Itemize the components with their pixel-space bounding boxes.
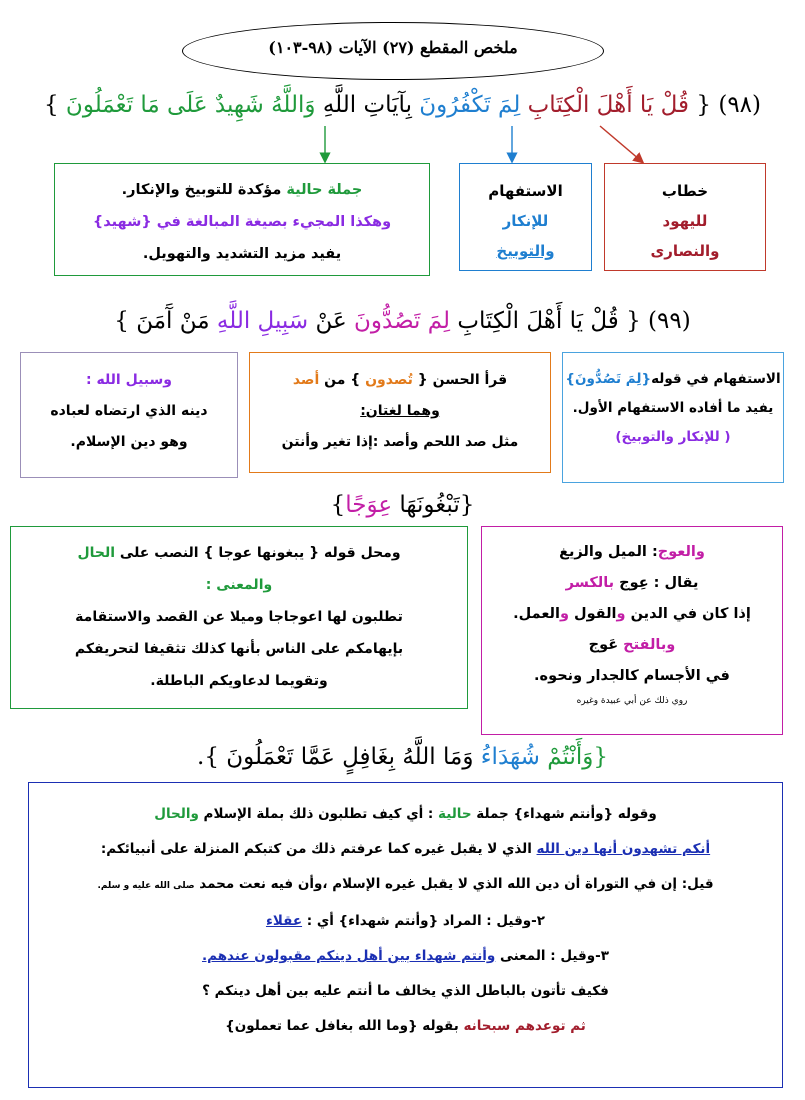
verse-tabghunaha: [20, 492, 785, 518]
qiraa-line3: مثل صد اللحم وأصد :إذا تغير وأنتن: [281, 434, 519, 450]
verse-99-part4: سَبِيلِ اللَّهِ: [216, 308, 309, 334]
mahall-line5: وتقويما لدعاويكم الباطلة.: [150, 673, 328, 689]
final-line5: ٣-وقيل : المعنى وأنتم شهداء بين أهل دينكم مقبولون عندهم.: [201, 948, 609, 964]
verse-99-number: (٩٩): [648, 308, 691, 334]
istifham-line2: للإنكار: [502, 212, 549, 230]
khitab-line1: خطاب: [661, 182, 709, 200]
iwaj-line3: إذا كان في الدين والقول والعمل.: [513, 606, 751, 622]
verse-99-part2: لِمَ تَصُدُّونَ: [354, 308, 451, 334]
istifham2-line2: يفيد ما أفاده الاستفهام الأول.: [572, 400, 774, 416]
istifham-line3: والتوبيخ: [496, 242, 555, 260]
box-istifham-2: [562, 352, 784, 483]
mahall-line4: بإيهامكم على الناس بأنها كذلك تثقيفا لتحريفكم: [74, 641, 404, 657]
verse-antum: [20, 744, 785, 770]
box-khitab: [604, 163, 766, 271]
antum-part3: وَمَا اللَّهُ بِغَافِلٍ عَمَّا تَعْمَلُونَ }.: [197, 744, 474, 770]
box-istifham: [459, 163, 592, 271]
tabghunaha-part2: عِوَجًا: [345, 492, 393, 518]
istifham2-line3: ( للإنكار والتوبيخ): [615, 429, 731, 445]
box-qiraa: [249, 352, 551, 473]
verse-98-part3: بِآيَاتِ اللَّهِ: [322, 92, 412, 118]
iwaj-line4: وبالفتح عَوج: [588, 637, 676, 653]
verse-98-part4: وَاللَّهُ شَهِيدٌ عَلَى مَا تَعْمَلُونَ: [65, 92, 316, 118]
antum-part1: {وَأَنْتُمْ: [547, 744, 608, 770]
box-sabil: [20, 352, 238, 478]
khitab-line3: والنصارى: [650, 242, 720, 260]
final-line6: فكيف تأتون بالباطل الذي يخالف ما أنتم عليه بين أهل دينكم ؟: [202, 983, 609, 999]
qiraa-line1: قرأ الحسن { تُصدون } من أصد: [292, 372, 508, 388]
jumla-line1: جملة حالية مؤكدة للتوبيخ والإنكار.: [121, 182, 363, 198]
istifham2-line1: الاستفهام في قوله{لِمَ تَصُدُّونَ}: [565, 371, 781, 387]
verse-99-part3: عَنْ: [315, 308, 347, 334]
verse-98-part1: قُلْ يَا أَهْلَ الْكِتَابِ: [527, 92, 690, 118]
tabghunaha-part3: }: [330, 492, 346, 518]
box-final: [28, 782, 783, 1088]
antum-part2: شُهَدَاءُ: [480, 744, 540, 770]
istifham-line1: الاستفهام: [488, 182, 563, 200]
sabil-line1: وسبيل الله :: [85, 372, 172, 388]
final-line4: ٢-وقيل : المراد {وأنتم شهداء} أي : عقلاء: [265, 913, 546, 929]
sabil-line3: وهو دين الإسلام.: [70, 434, 188, 450]
final-line1: وقوله {وأنتم شهداء} جملة حالية : أي كيف تطلبون ذلك بملة الإسلام والحال: [154, 806, 657, 822]
box-iwaj: [481, 526, 783, 735]
verse-98-open: {: [696, 92, 712, 118]
page-title: ملخص المقطع (٢٧) الآيات (٩٨-١٠٣): [268, 38, 518, 57]
final-line3: قيل: إن في التوراة أن دين الله الذي لا يقبل غيره الإسلام ،وأن فيه نعت محمد صلى الله عليه و سلم.: [97, 876, 714, 892]
verse-98-close: }: [43, 92, 59, 118]
arrows-98: [0, 0, 805, 170]
verse-98-part2: لِمَ تَكْفُرُونَ: [419, 92, 521, 118]
khitab-line2: لليهود: [662, 212, 708, 230]
verse-99-part1: { قُلْ يَا أَهْلَ الْكِتَابِ: [457, 308, 641, 334]
qiraa-line2: وهما لغتان:: [360, 403, 440, 419]
iwaj-line2: يقال : عِوج بالكسر: [565, 575, 699, 591]
final-line7: ثم توعدهم سبحانه بقوله {وما الله بغافل عما تعملون}: [225, 1018, 586, 1034]
verse-99: [20, 308, 785, 334]
mahall-line3: تطلبون لها اعوجاجا وميلا عن القصد والاستقامة: [75, 609, 403, 625]
iwaj-source: روي ذلك عن أبي عبيدة وغيره: [576, 696, 688, 706]
box-jumla-haliya: [54, 163, 430, 276]
mahall-line2: والمعنى :: [205, 577, 273, 593]
mahall-line1: ومحل قوله { يبغونها عوجا } النصب على الحال: [77, 545, 401, 561]
jumla-line2: وهكذا المجيء بصيغة المبالغة في {شهيد}: [92, 214, 392, 230]
final-line2: أنكم تشهدون أنها دين الله الذي لا يقبل غيره كما عرفتم ذلك من كتبكم المنزلة على أنبيائكم:: [100, 841, 711, 857]
jumla-line3: يفيد مزيد التشديد والتهويل.: [142, 246, 342, 262]
arrow-to-khitab: [600, 126, 640, 160]
tabghunaha-part1: {تَبْغُونَهَا: [399, 492, 475, 518]
verse-99-part5: مَنْ آَمَنَ }: [114, 308, 210, 334]
verse-98-number: (٩٨): [718, 92, 762, 118]
box-mahall: [10, 526, 468, 709]
sabil-line2: دينه الذي ارتضاه لعباده: [50, 403, 208, 419]
iwaj-line5: في الأجسام كالجدار ونحوه.: [534, 668, 730, 684]
iwaj-line1: والعوج: الميل والزيغ: [559, 544, 705, 560]
